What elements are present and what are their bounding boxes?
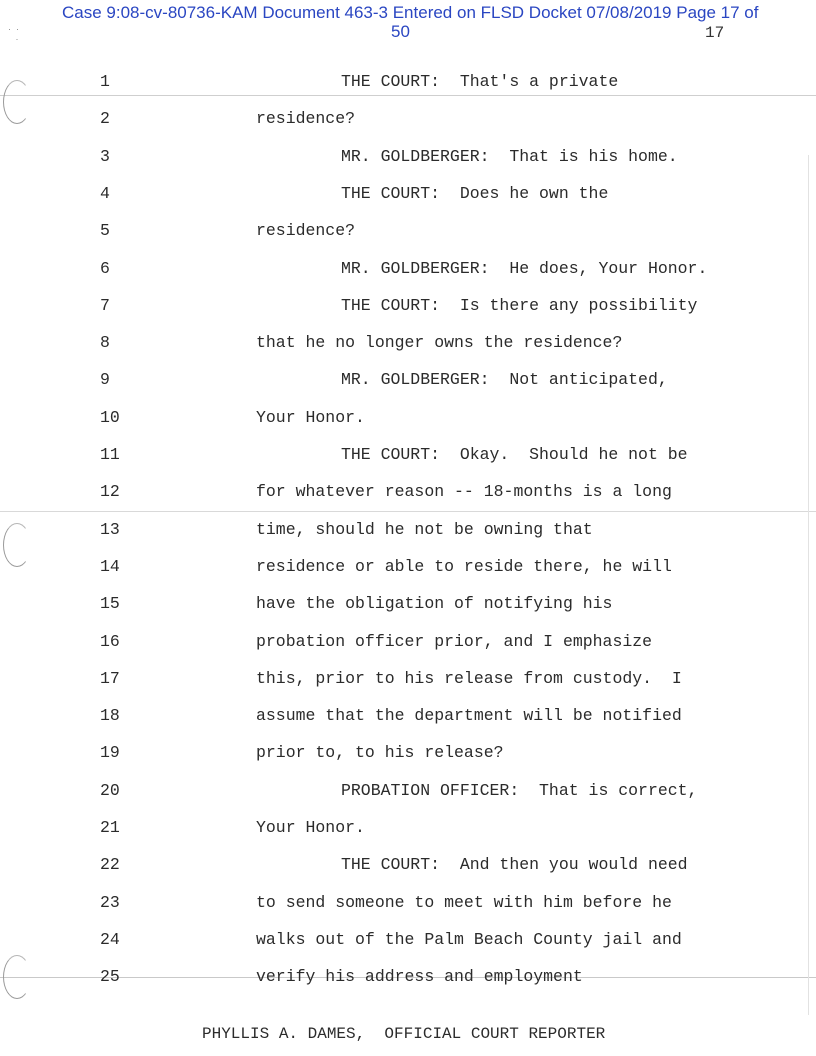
transcript-line xyxy=(0,147,816,167)
transcript-line xyxy=(0,296,816,316)
transcript-line xyxy=(0,370,816,390)
line-text: time, should he not be owning that xyxy=(256,519,593,539)
line-text: THE COURT: Does he own the xyxy=(341,183,609,203)
line-text: Your Honor. xyxy=(256,818,365,837)
transcript-line xyxy=(0,594,816,614)
line-text: THE COURT: That's a private xyxy=(341,72,619,91)
line-number: 17 xyxy=(100,668,120,688)
transcript-line xyxy=(0,520,816,540)
line-text: prior to, to his release? xyxy=(256,743,504,763)
line-number: 11 xyxy=(100,445,120,464)
transcript-line xyxy=(0,632,816,652)
line-text: for whatever reason -- 18-months is a long xyxy=(256,482,672,502)
scan-specks: · · · xyxy=(8,24,19,44)
line-number: 12 xyxy=(100,482,120,502)
line-number: 4 xyxy=(100,183,110,203)
line-text: Your Honor. xyxy=(256,407,365,427)
transcript-line xyxy=(0,706,816,726)
line-number: 6 xyxy=(100,258,110,278)
line-number: 21 xyxy=(100,818,120,837)
line-number: 15 xyxy=(100,594,120,614)
transcript-line xyxy=(0,930,816,950)
line-number: 5 xyxy=(100,221,110,241)
line-text: residence? xyxy=(256,221,356,241)
transcript-line xyxy=(0,557,816,577)
line-text: residence or able to reside there, he will xyxy=(256,556,672,576)
line-text: MR. GOLDBERGER: Not anticipated, xyxy=(341,370,668,390)
scan-rule xyxy=(0,95,816,96)
line-text: PROBATION OFFICER: That is correct, xyxy=(341,780,698,800)
line-number: 25 xyxy=(100,967,120,987)
line-text: this, prior to his release from custody. I xyxy=(256,668,682,688)
line-text: MR. GOLDBERGER: That is his home. xyxy=(341,146,678,166)
margin-rule xyxy=(808,155,809,1015)
transcript-line xyxy=(0,893,816,913)
line-text: THE COURT: And then you would need xyxy=(341,855,688,875)
line-number: 18 xyxy=(100,706,120,726)
transcript-line xyxy=(0,482,816,502)
line-number: 19 xyxy=(100,743,120,763)
transcript-line xyxy=(0,221,816,241)
line-number: 7 xyxy=(100,295,110,315)
line-text: that he no longer owns the residence? xyxy=(256,333,623,353)
transcript-line xyxy=(0,72,816,92)
transcript-line xyxy=(0,669,816,689)
transcript-line xyxy=(0,743,816,763)
transcript-line xyxy=(0,855,816,875)
line-number: 10 xyxy=(100,407,120,427)
line-text: assume that the department will be notified xyxy=(256,706,682,726)
line-text: walks out of the Palm Beach County jail and xyxy=(256,929,682,949)
transcript-line xyxy=(0,967,816,987)
line-text: have the obligation of notifying his xyxy=(256,594,613,614)
transcript-line xyxy=(0,408,816,428)
transcript-page-number: 17 xyxy=(705,24,725,42)
line-text: verify his address and employment xyxy=(256,967,583,987)
transcript-line xyxy=(0,445,816,465)
scan-rule xyxy=(0,511,816,512)
line-number: 22 xyxy=(100,855,120,875)
line-number: 1 xyxy=(100,72,110,91)
line-text: THE COURT: Is there any possibility xyxy=(341,295,698,315)
transcript-line xyxy=(0,781,816,801)
line-number: 16 xyxy=(100,631,120,651)
line-number: 20 xyxy=(100,780,120,800)
line-number: 8 xyxy=(100,333,110,353)
transcript-line xyxy=(0,184,816,204)
line-number: 23 xyxy=(100,892,120,912)
line-text: THE COURT: Okay. Should he not be xyxy=(341,445,688,464)
line-number: 9 xyxy=(100,370,110,390)
line-text: probation officer prior, and I emphasize xyxy=(256,631,653,651)
line-number: 2 xyxy=(100,109,110,129)
line-number: 24 xyxy=(100,929,120,949)
transcript-line xyxy=(0,333,816,353)
transcript-line xyxy=(0,818,816,838)
line-number: 3 xyxy=(100,146,110,166)
line-text: MR. GOLDBERGER: He does, Your Honor. xyxy=(341,258,708,278)
docket-stamp-line1: Case 9:08-cv-80736-KAM Document 463-3 Entered on FLSD Docket 07/08/2019 Page 17 of xyxy=(62,3,759,22)
line-text: residence? xyxy=(256,109,356,129)
docket-stamp-line2: 50 xyxy=(391,22,410,41)
transcript-line xyxy=(0,259,816,279)
line-text: to send someone to meet with him before he xyxy=(256,892,672,912)
line-number: 13 xyxy=(100,519,120,539)
reporter-footer: PHYLLIS A. DAMES, OFFICIAL COURT REPORTER xyxy=(202,1025,606,1043)
transcript-line xyxy=(0,109,816,129)
line-number: 14 xyxy=(100,556,120,576)
